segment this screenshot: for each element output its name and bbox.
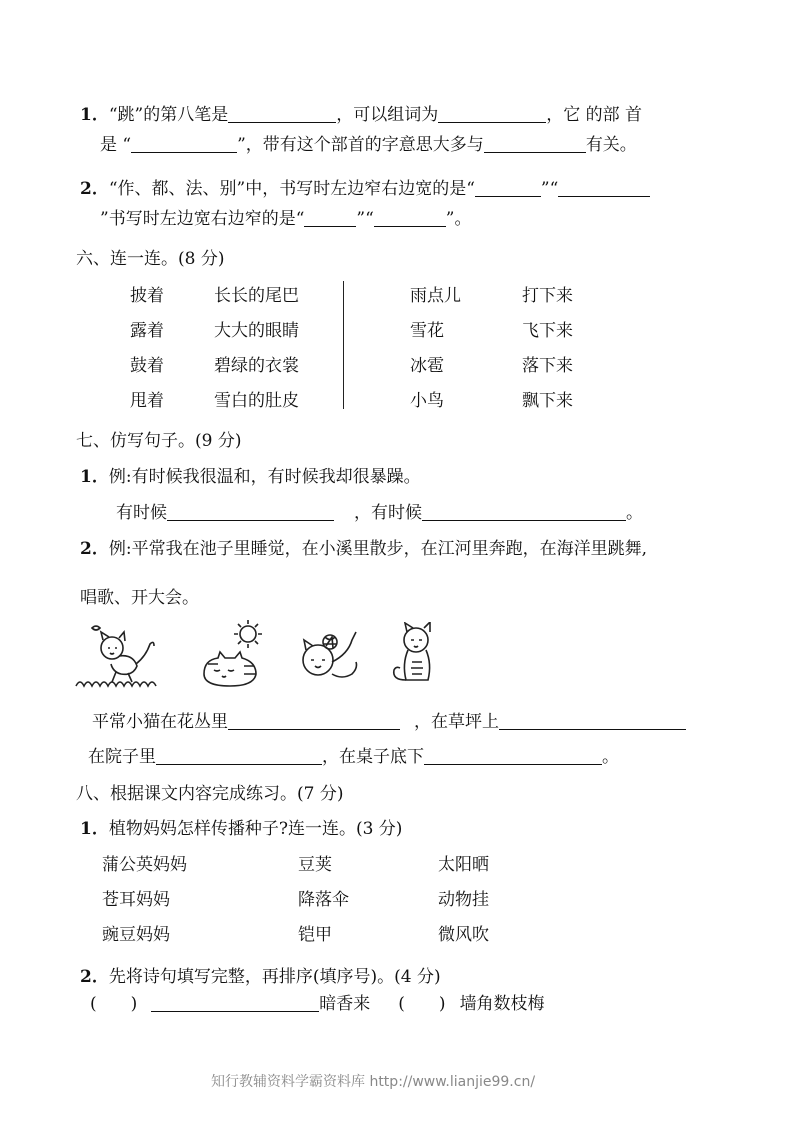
s8-order-paren-open-2: ( [398, 994, 405, 1014]
q2-blank-3[interactable] [304, 208, 356, 227]
s6-right-phrase-4[interactable]: 飘下来 [522, 391, 573, 411]
q1-line1: 1．“跳”的第八笔是 ，可以组词为 ，它 的部 首 [80, 105, 643, 125]
s8-method-2[interactable]: 动物挂 [438, 890, 489, 910]
section7-title: 七、仿写句子。(9 分) [76, 431, 242, 451]
s8-vehicle-2[interactable]: 降落伞 [298, 890, 349, 910]
cat-on-lawn-image [194, 618, 274, 692]
s6-right-word-2[interactable]: 雪花 [410, 321, 444, 341]
cat-with-ball-image [296, 624, 360, 688]
s6-right-word-1[interactable]: 雨点儿 [410, 286, 461, 306]
section8-title: 八、根据课文内容完成练习。(7 分) [76, 784, 344, 804]
s7-fill-line2: 在院子里 ，在桌子底下 。 [88, 747, 619, 767]
q1-line2: 是 “ ”，带有这个部首的字意思大多与 有关。 [100, 135, 637, 155]
q1-blank-meaning[interactable] [484, 134, 586, 153]
s8-item2-prompt: 2．先将诗句填写完整，再排序(填序号)。(4 分) [80, 967, 441, 987]
s7-item1-example: 1．例:有时候我很温和，有时候我却很暴躁。 [80, 467, 421, 487]
s6-left-word-2[interactable]: 露着 [130, 321, 164, 341]
s7-item2-example-cont: 唱歌、开大会。 [80, 588, 199, 608]
q1-blank-radical[interactable] [131, 134, 237, 153]
q2-line2: ”书写时左边宽右边窄的是“ ”“ ”。 [100, 209, 472, 229]
s6-left-word-4[interactable]: 甩着 [130, 391, 164, 411]
s8-method-1[interactable]: 太阳晒 [438, 855, 489, 875]
s8-plant-2[interactable]: 苍耳妈妈 [102, 890, 170, 910]
s6-right-phrase-2[interactable]: 飞下来 [522, 321, 573, 341]
s7-fill-line1: 平常小猫在花丛里 ，在草坪上 [92, 707, 686, 732]
s6-left-word-1[interactable]: 披着 [130, 286, 164, 306]
cat-in-flowers-image [72, 620, 162, 692]
s8-order-paren-open-1: ( [90, 994, 97, 1014]
q2-line1: 2．“作、都、法、别”中，书写时左边窄右边宽的是“ ”“ [80, 174, 650, 199]
s7-blank-1[interactable] [167, 502, 334, 521]
s8-poem-line: ( ) 暗香来 ( ) 墙角数枝梅 [90, 994, 545, 1014]
q1-number: 1． [80, 105, 109, 125]
s6-right-word-3[interactable]: 冰雹 [410, 356, 444, 376]
footer-watermark: 知行教辅资料学霸资料库 http://www.lianjie99.cn/ [211, 1074, 536, 1090]
s8-poem-blank[interactable] [151, 993, 319, 1012]
s7-blank-6[interactable] [424, 746, 602, 765]
s6-left-phrase-2[interactable]: 大大的眼睛 [214, 321, 299, 341]
s8-item1-prompt: 1．植物妈妈怎样传播种子?连一连。(3 分) [80, 819, 403, 839]
q1-blank-stroke[interactable] [228, 104, 336, 123]
s6-right-word-4[interactable]: 小鸟 [410, 391, 444, 411]
s8-method-3[interactable]: 微风吹 [438, 925, 489, 945]
s7-blank-5[interactable] [156, 746, 322, 765]
s8-order-slot-1[interactable] [97, 994, 131, 1012]
s7-item2-example: 2．例:平常我在池子里睡觉，在小溪里散步，在江河里奔跑，在海洋里跳舞, [80, 539, 647, 559]
s7-blank-3[interactable] [228, 711, 400, 730]
s6-right-phrase-1[interactable]: 打下来 [522, 286, 573, 306]
q2-blank-1[interactable] [475, 178, 541, 197]
s6-left-phrase-1[interactable]: 长长的尾巴 [214, 286, 299, 306]
s8-vehicle-3[interactable]: 铠甲 [298, 925, 332, 945]
q1-blank-word[interactable] [438, 104, 546, 123]
section6-title: 六、连一连。(8 分) [76, 249, 225, 269]
s8-order-slot-2[interactable] [405, 994, 439, 1012]
s7-blank-2[interactable] [422, 502, 626, 521]
s6-right-phrase-3[interactable]: 落下来 [522, 356, 573, 376]
s8-plant-1[interactable]: 蒲公英妈妈 [102, 855, 187, 875]
cat-sitting-image [388, 622, 438, 690]
s8-plant-3[interactable]: 豌豆妈妈 [102, 925, 170, 945]
s6-left-phrase-3[interactable]: 碧绿的衣裳 [214, 356, 299, 376]
column-divider [343, 281, 344, 409]
s8-vehicle-1[interactable]: 豆荚 [298, 855, 332, 875]
s6-left-word-3[interactable]: 鼓着 [130, 356, 164, 376]
s6-left-phrase-4[interactable]: 雪白的肚皮 [214, 391, 299, 411]
s7-blank-4[interactable] [499, 711, 686, 730]
q2-number: 2． [80, 179, 109, 199]
q2-blank-4[interactable] [374, 208, 446, 227]
s7-item1-answer: 有时候 ，有时候 。 [116, 503, 643, 523]
q2-blank-2[interactable] [558, 178, 650, 197]
